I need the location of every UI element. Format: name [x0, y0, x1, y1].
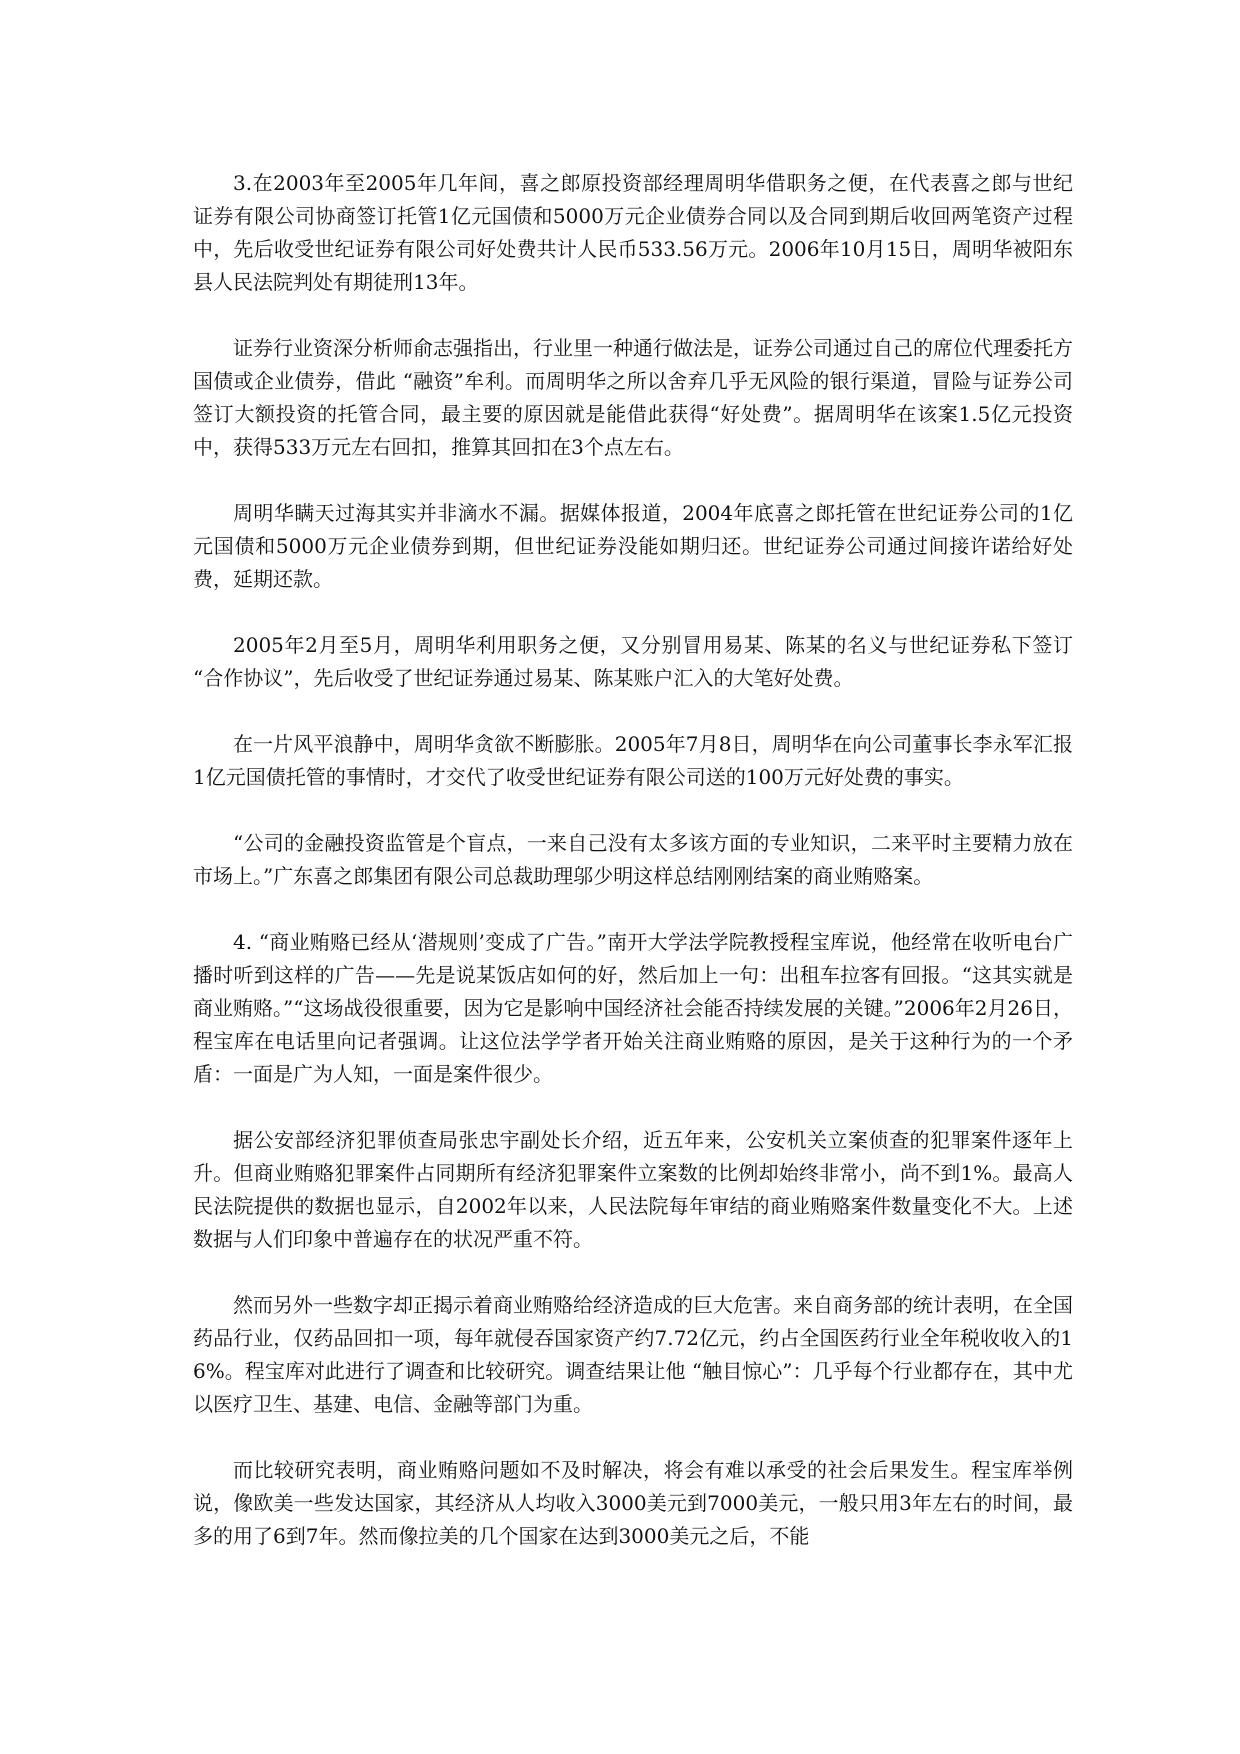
paragraph-4: 2005年2月至5月，周明华利用职务之便，又分别冒用易某、陈某的名义与世纪证券私下签订 “合作协议”，先后收受了世纪证券通过易某、陈某账户汇入的大笔好处费。: [193, 633, 1073, 690]
paragraph-2: 证券行业资深分析师俞志强指出，行业里一种通行做法是，证券公司通过自己的席位代理委托方国债或企业债券，借此 “融资”牟利。而周明华之所以舍弃几乎无风险的银行渠道，冒险与证券公司签订大额投资的托管合同，最主要的原因就是能借此获得“好处费”。据周明华在该案1.5亿元投资中，获得533万元左右回扣，推算其回扣在3个点左右。: [193, 336, 1073, 459]
paragraph-6: “公司的金融投资监管是个盲点，一来自己没有太多该方面的专业知识，二来平时主要精力放在市场上。”广东喜之郎集团有限公司总裁助理邬少明这样总结刚刚结案的商业贿赂案。: [193, 831, 1073, 888]
paragraph-10: 而比较研究表明，商业贿赂问题如不及时解决，将会有难以承受的社会后果发生。程宝库举例说，像欧美一些发达国家，其经济从人均收入3000美元到7000美元，一般只用3年左右的时间，最多的用了6到7年。然而像拉美的几个国家在达到3000美元之后，不能: [193, 1458, 1073, 1548]
paragraph-3: 周明华瞒天过海其实并非滴水不漏。据媒体报道，2004年底喜之郎托管在世纪证券公司的1亿元国债和5000万元企业债券到期，但世纪证券没能如期归还。世纪证券公司通过间接许诺给好处费，延期还款。: [193, 501, 1073, 591]
paragraph-1: 3.在2003年至2005年几年间，喜之郎原投资部经理周明华借职务之便，在代表喜之郎与世纪证券有限公司协商签订托管1亿元国债和5000万元企业债券合同以及合同到期后收回两笔资产过程中，先后收受世纪证券有限公司好处费共计人民币533.56万元。2006年10月15日，周明华被阳东县人民法院判处有期徒刑13年。: [193, 171, 1073, 294]
paragraph-9: 然而另外一些数字却正揭示着商业贿赂给经济造成的巨大危害。来自商务部的统计表明，在全国药品行业，仅药品回扣一项，每年就侵吞国家资产约7.72亿元，约占全国医药行业全年税收收入的16%。程宝库对此进行了调查和比较研究。调查结果让他 “触目惊心”：几乎每个行业都存在，其中尤以医疗卫生、基建、电信、金融等部门为重。: [193, 1293, 1073, 1416]
document-body: [193, 167, 1073, 1553]
paragraph-5: 在一片风平浪静中，周明华贪欲不断膨胀。2005年7月8日，周明华在向公司董事长李永军汇报1亿元国债托管的事情时，才交代了收受世纪证券有限公司送的100万元好处费的事实。: [193, 732, 1073, 789]
paragraph-8: 据公安部经济犯罪侦查局张忠宇副处长介绍，近五年来，公安机关立案侦查的犯罪案件逐年上升。但商业贿赂犯罪案件占同期所有经济犯罪案件立案数的比例却始终非常小，尚不到1%。最高人民法院提供的数据也显示，自2002年以来，人民法院每年审结的商业贿赂案件数量变化不大。上述数据与人们印象中普遍存在的状况严重不符。: [193, 1128, 1073, 1251]
paragraph-7: 4. “商业贿赂已经从‘潜规则’变成了广告。”南开大学法学院教授程宝库说，他经常在收听电台广播时听到这样的广告——先是说某饭店如何的好，然后加上一句：出租车拉客有回报。“这其实就是商业贿赂。”“这场战役很重要，因为它是影响中国经济社会能否持续发展的关键。”2006年2月26日，程宝库在电话里向记者强调。让这位法学学者开始关注商业贿赂的原因，是关于这种行为的一个矛盾：一面是广为人知，一面是案件很少。: [193, 930, 1073, 1086]
